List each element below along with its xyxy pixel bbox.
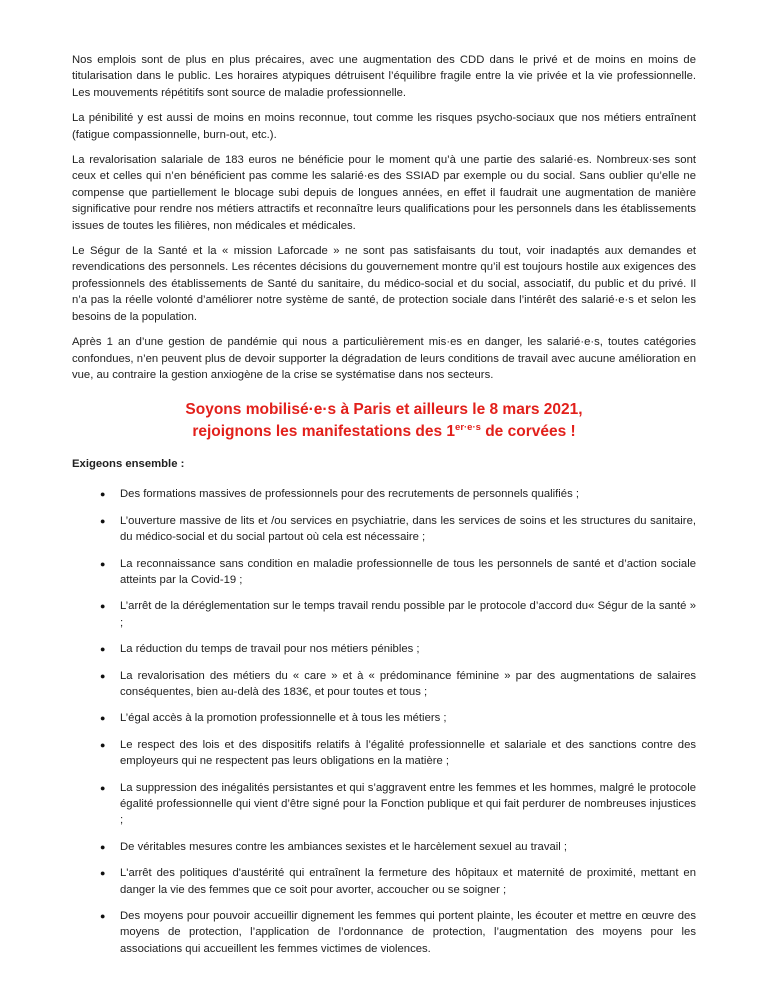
list-item-text: L’arrêt de la déréglementation sur le temps travail rendu possible par le protocole d’accord du« Ségur de la santé » ; xyxy=(120,600,696,629)
list-item xyxy=(100,556,696,589)
headline-call-to-action xyxy=(72,399,696,442)
bullet-icon: ● xyxy=(100,601,106,612)
list-item xyxy=(100,710,696,726)
paragraph-pandemie: Après 1 an d’une gestion de pandémie qui nous a particulièrement mis·es en danger, les salarié·e·s, toutes catégories confondues, n’en peuvent plus de devoir supporter la dégradation de leurs conditions de travail avec aucune amélioration en vue, au contraire la gestion anxiogène de la crise se systématise dans nos secteurs. xyxy=(72,336,696,381)
list-item xyxy=(100,598,696,631)
list-item-text: La réduction du temps de travail pour nos métiers pénibles ; xyxy=(120,643,420,656)
paragraph-penibilite: La pénibilité y est aussi de moins en moins reconnue, tout comme les risques psycho-sociaux que nos métiers entraînent (fatigue compassionnelle, burn-out, etc.). xyxy=(72,112,696,141)
bullet-icon: ● xyxy=(100,739,106,750)
list-item-text: La revalorisation des métiers du « care » et à « prédominance féminine » par des augmentations de salaires conséquentes, bien au-delà des 183€, et pour toutes et tous ; xyxy=(120,669,696,698)
paragraph-revalorisation: La revalorisation salariale de 183 euros ne bénéficie pour le moment qu’à une partie des salarié·es. Nombreux·ses sont ceux et celles qui n’en bénéficient pas comme les salarié·es des SSIAD par exemple ou du social. Sans oublier qu’elle ne compense que partiellement le blocage subi depuis de longues années, en effet il faudrait une augmentation de manière significative pour rendre nos métiers attractifs et reconnaître leurs qualifications pour les personnels dans les établissements issues de toutes les filières, non médicales et médicales. xyxy=(72,154,696,232)
list-item xyxy=(100,865,696,898)
headline-line2-post: de corvées ! xyxy=(480,422,576,440)
bullet-icon: ● xyxy=(100,489,106,500)
list-item-text: La reconnaissance sans condition en maladie professionnelle de tous les personnels de santé et d’action sociale atteints par la Covid-19 ; xyxy=(120,557,696,586)
list-item-text: Le respect des lois et des dispositifs relatifs à l’égalité professionnelle et salariale et des sanctions contre des employeurs qui ne respectent pas leurs obligations en la matière ; xyxy=(120,738,696,768)
list-item xyxy=(100,839,696,855)
list-item xyxy=(100,486,696,502)
list-item-text: L’égal accès à la promotion professionnelle et à tous les métiers ; xyxy=(120,712,447,725)
list-item xyxy=(100,513,696,546)
list-item xyxy=(100,737,696,770)
list-item-text: De véritables mesures contre les ambiances sexistes et le harcèlement sexuel au travail ; xyxy=(120,840,568,853)
list-item xyxy=(100,908,696,957)
list-item-text: L'arrêt des politiques d'austérité qui entraînent la fermeture des hôpitaux et maternité de proximité, mettant en danger la vie des femmes que ce soit pour avorter, accoucher ou se soigner ; xyxy=(120,867,696,896)
document-body xyxy=(72,52,696,957)
bullet-icon: ● xyxy=(100,558,106,569)
list-item-text: Des formations massives de professionnels pour des recrutements de personnels qualifiés ; xyxy=(120,488,580,501)
list-item-text: Des moyens pour pouvoir accueillir dignement les femmes qui portent plainte, les écouter et mettre en œuvre des moyens de protection, l’application de l’ordonnance de protection, l’augmentation des moyens pour les associations qui accueillent les femmes victimes de violences. xyxy=(120,910,696,955)
bullet-icon: ● xyxy=(100,515,106,526)
bullet-icon: ● xyxy=(100,868,106,879)
bullet-icon: ● xyxy=(100,644,106,655)
headline-line2-pre: rejoignons les manifestations des 1 xyxy=(192,422,456,440)
list-item-text: L’ouverture massive de lits et /ou services en psychiatrie, dans les services de soins et les structures du sanitaire, du médico-social et du social partout où cela est nécessaire ; xyxy=(120,514,696,544)
list-item xyxy=(100,668,696,701)
headline-line1: Soyons mobilisé·e·s à Paris et ailleurs le 8 mars 2021, xyxy=(185,401,583,419)
paragraph-segur: Le Ségur de la Santé et la « mission Laforcade » ne sont pas satisfaisants du tout, voir inadaptés aux demandes et revendications des personnels. Les récentes décisions du gouvernement montre qu’il est toujours hostile aux exigences des professionnels des établissements de Santé du sanitaire, du médico-social et du social, associatif, du public et du privé. Il n’a pas la réelle volonté d’améliorer notre système de santé, de protection sociale dans l’intérêt des salarié·e·s et selon les besoins de la population. xyxy=(72,245,696,323)
paragraph-precarite: Nos emplois sont de plus en plus précaires, avec une augmentation des CDD dans le privé et de moins en moins de titularisation dans le public. Les horaires atypiques détruisent l’équilibre fragile entre la vie privée et la vie professionnelle. Les mouvements répétitifs sont source de maladie professionnelle. xyxy=(72,54,696,99)
list-item xyxy=(100,641,696,657)
list-intro: Exigeons ensemble : xyxy=(72,458,185,471)
bullet-icon: ● xyxy=(100,670,106,681)
bullet-icon: ● xyxy=(100,841,106,852)
bullet-icon: ● xyxy=(100,713,106,724)
list-item-text: La suppression des inégalités persistantes et qui s’aggravent entre les femmes et les hommes, malgré le protocole égalité professionnelle qui vient d’être signé pour la Fonction publique et qui fait perdurer de nombreuses injustices ; xyxy=(120,781,696,827)
headline-superscript: er·e·s xyxy=(455,421,481,433)
list-item xyxy=(100,780,696,829)
bullet-icon: ● xyxy=(100,911,106,922)
demand-list xyxy=(72,486,696,957)
bullet-icon: ● xyxy=(100,782,106,793)
